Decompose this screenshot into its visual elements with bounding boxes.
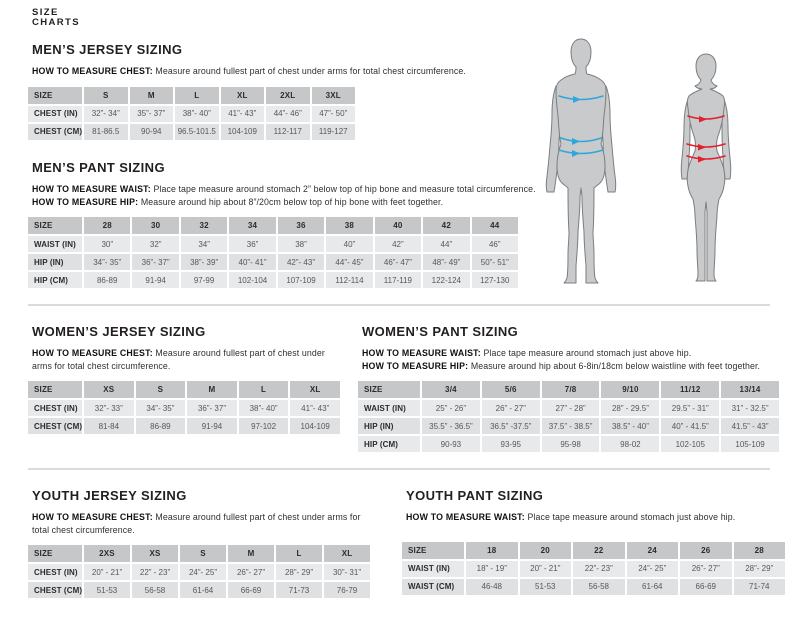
male-figure	[540, 36, 622, 284]
womens-pant-heading: WOMEN’S PANT SIZING	[362, 324, 519, 339]
page-title-line-1: SIZE	[32, 7, 59, 18]
table-cell: 91-94	[187, 418, 237, 434]
womens-jersey-heading: WOMEN’S JERSEY SIZING	[32, 324, 206, 339]
table-cell: 24”- 25”	[627, 561, 679, 577]
table-cell: 36”	[229, 236, 275, 252]
table-cell: 24”- 25”	[180, 564, 226, 580]
table-column-header: L	[239, 381, 289, 398]
table-corner-header: SIZE	[402, 542, 464, 559]
table-cell: 98-02	[601, 436, 659, 452]
table-corner-header: SIZE	[28, 87, 82, 104]
table-cell: 35”- 37”	[130, 106, 174, 122]
table-cell: 56-58	[573, 579, 625, 595]
table-cell: 28” - 29.5”	[601, 400, 659, 416]
how-to-label: HOW TO MEASURE CHEST:	[32, 512, 153, 522]
table-column-header: 3XL	[312, 87, 356, 104]
how-to-label: HOW TO MEASURE CHEST:	[32, 66, 153, 76]
table-cell: 119-127	[312, 124, 356, 140]
how-to-description: Measure around fullest part of chest under arms for total chest circumference.	[155, 66, 466, 76]
table-column-header: 26	[680, 542, 732, 559]
table-cell: 90-94	[130, 124, 174, 140]
table-column-header: M	[130, 87, 174, 104]
table-column-header: XL	[290, 381, 340, 398]
table-column-header: 32	[181, 217, 227, 234]
table-cell: 71-74	[734, 579, 786, 595]
table-cell: 102-104	[229, 272, 275, 288]
table-cell: 20” - 21”	[84, 564, 130, 580]
how-to-description: Measure around fullest part of chest under arms for total chest circumference.	[32, 348, 325, 371]
table-cell: 40” - 41.5”	[661, 418, 719, 434]
table-column-header: 44	[472, 217, 518, 234]
table-column-header: 13/14	[721, 381, 779, 398]
table-cell: 66-69	[680, 579, 732, 595]
section-mens-pant	[28, 160, 548, 288]
table-cell: 38”- 40”	[175, 106, 219, 122]
youth-jersey-how-to	[28, 511, 376, 536]
section-womens-pant	[358, 324, 782, 452]
table-cell: 34”- 35”	[136, 400, 186, 416]
table-cell: 42”	[375, 236, 421, 252]
table-row-label: CHEST (CM)	[28, 124, 82, 140]
womens-jersey-size-table	[28, 381, 340, 434]
table-cell: 56-58	[132, 582, 178, 598]
youth-jersey-size-table	[28, 545, 370, 598]
table-cell: 38”- 39”	[181, 254, 227, 270]
table-cell: 112-114	[326, 272, 372, 288]
table-column-header: L	[276, 545, 322, 562]
table-cell: 86-89	[136, 418, 186, 434]
youth-jersey-heading: YOUTH JERSEY SIZING	[32, 488, 187, 503]
youth-pant-how-to	[402, 511, 788, 524]
mens-pant-how-to	[28, 183, 548, 208]
table-row-label: CHEST (IN)	[28, 400, 82, 416]
table-column-header: 7/8	[542, 381, 600, 398]
table-row-label: HIP (CM)	[358, 436, 420, 452]
table-cell: 41.5” - 43”	[721, 418, 779, 434]
table-cell: 26”- 27”	[228, 564, 274, 580]
table-cell: 42”- 43”	[278, 254, 324, 270]
table-cell: 26” - 27”	[482, 400, 540, 416]
how-to-label: HOW TO MEASURE WAIST:	[406, 512, 525, 522]
table-cell: 22” - 23”	[132, 564, 178, 580]
table-column-header: S	[136, 381, 186, 398]
how-to-label: HOW TO MEASURE WAIST:	[32, 184, 151, 194]
table-row-label: WAIST (IN)	[358, 400, 420, 416]
mens-pant-heading: MEN’S PANT SIZING	[32, 160, 165, 175]
youth-pant-size-table	[402, 542, 785, 595]
table-column-header: XS	[84, 381, 134, 398]
table-cell: 34”- 35”	[84, 254, 130, 270]
table-column-header: 36	[278, 217, 324, 234]
table-corner-header: SIZE	[28, 545, 82, 562]
table-cell: 76-79	[324, 582, 370, 598]
table-cell: 44”- 45”	[326, 254, 372, 270]
how-to-description: Place tape measure around stomach 2” below top of hip bone and measure total circumference.	[153, 184, 536, 194]
how-to-description: Measure around fullest part of chest under arms for total chest circumference.	[32, 512, 361, 535]
table-row-label: WAIST (CM)	[402, 579, 464, 595]
table-row-label: HIP (CM)	[28, 272, 82, 288]
how-to-description: Place tape measure around stomach just above hip.	[527, 512, 736, 522]
table-column-header: 18	[466, 542, 518, 559]
table-cell: 104-109	[221, 124, 265, 140]
table-cell: 51-53	[520, 579, 572, 595]
table-column-header: 5/6	[482, 381, 540, 398]
table-column-header: 20	[520, 542, 572, 559]
female-silhouette	[681, 54, 731, 281]
table-cell: 66-69	[228, 582, 274, 598]
table-cell: 26”- 27”	[680, 561, 732, 577]
table-row-label: CHEST (CM)	[28, 582, 82, 598]
table-cell: 37.5” - 38.5”	[542, 418, 600, 434]
female-body-silhouette	[687, 54, 725, 281]
table-cell: 48”- 49”	[423, 254, 469, 270]
how-to-label: HOW TO MEASURE HIP:	[32, 196, 139, 207]
section-divider	[28, 304, 770, 306]
table-cell: 96.5-101.5	[175, 124, 219, 140]
table-cell: 38”- 40”	[239, 400, 289, 416]
table-cell: 36.5” -37.5”	[482, 418, 540, 434]
table-column-header: 2XL	[266, 87, 310, 104]
female-figure	[674, 52, 738, 282]
table-cell: 46”- 47”	[375, 254, 421, 270]
table-cell: 44”	[423, 236, 469, 252]
table-cell: 28”- 29”	[734, 561, 786, 577]
table-column-header: 2XS	[84, 545, 130, 562]
how-to-description: Measure around hip about 8”/20cm below top of hip bone with feet together.	[140, 196, 444, 207]
table-cell: 32”- 34”	[84, 106, 128, 122]
table-cell: 61-64	[180, 582, 226, 598]
table-column-header: 28	[84, 217, 130, 234]
mens-jersey-heading: MEN’S JERSEY SIZING	[32, 42, 183, 57]
table-cell: 31” - 32.5”	[721, 400, 779, 416]
table-cell: 41”- 43”	[290, 400, 340, 416]
youth-pant-heading: YOUTH PANT SIZING	[406, 488, 544, 503]
table-cell: 117-119	[375, 272, 421, 288]
table-cell: 112-117	[266, 124, 310, 140]
womens-pant-how-to	[358, 347, 782, 372]
table-cell: 38.5” - 40”	[601, 418, 659, 434]
table-cell: 27” - 28”	[542, 400, 600, 416]
table-cell: 34”	[181, 236, 227, 252]
table-cell: 22”- 23”	[573, 561, 625, 577]
table-cell: 32”	[132, 236, 178, 252]
table-cell: 41”- 43”	[221, 106, 265, 122]
page-title-line-2: CHARTS	[32, 17, 80, 28]
table-cell: 61-64	[627, 579, 679, 595]
table-corner-header: SIZE	[28, 381, 82, 398]
table-cell: 35.5” - 36.5”	[422, 418, 480, 434]
how-to-description: Measure around hip about 6-8in/18cm below waistline with feet together.	[470, 360, 761, 371]
table-cell: 97-99	[181, 272, 227, 288]
table-column-header: S	[84, 87, 128, 104]
table-row-label: WAIST (IN)	[28, 236, 82, 252]
section-womens-jersey	[28, 324, 344, 434]
table-column-header: S	[180, 545, 226, 562]
table-cell: 18” - 19”	[466, 561, 518, 577]
table-cell: 97-102	[239, 418, 289, 434]
table-cell: 38”	[278, 236, 324, 252]
table-cell: 104-109	[290, 418, 340, 434]
table-cell: 28”- 29”	[276, 564, 322, 580]
table-row-label: WAIST (IN)	[402, 561, 464, 577]
table-column-header: 24	[627, 542, 679, 559]
table-cell: 30”	[84, 236, 130, 252]
male-body-silhouette	[556, 39, 606, 283]
table-column-header: XL	[221, 87, 265, 104]
how-to-description: Place tape measure around stomach just above hip.	[483, 348, 692, 358]
table-row-label: HIP (IN)	[28, 254, 82, 270]
table-column-header: 9/10	[601, 381, 659, 398]
table-column-header: 38	[326, 217, 372, 234]
table-column-header: 28	[734, 542, 786, 559]
table-row-label: CHEST (IN)	[28, 564, 82, 580]
table-corner-header: SIZE	[358, 381, 420, 398]
table-cell: 36”- 37”	[187, 400, 237, 416]
table-cell: 30”- 31”	[324, 564, 370, 580]
table-cell: 93-95	[482, 436, 540, 452]
table-corner-header: SIZE	[28, 217, 82, 234]
table-column-header: XL	[324, 545, 370, 562]
womens-pant-size-table	[358, 381, 779, 452]
section-divider	[28, 468, 770, 470]
table-cell: 81-84	[84, 418, 134, 434]
mens-pant-size-table	[28, 217, 518, 288]
table-column-header: 22	[573, 542, 625, 559]
table-cell: 46-48	[466, 579, 518, 595]
table-cell: 122-124	[423, 272, 469, 288]
section-mens-jersey	[28, 42, 548, 140]
table-cell: 47”- 50”	[312, 106, 356, 122]
table-cell: 127-130	[472, 272, 518, 288]
table-cell: 44”- 46”	[266, 106, 310, 122]
table-cell: 51-53	[84, 582, 130, 598]
table-column-header: M	[228, 545, 274, 562]
table-cell: 46”	[472, 236, 518, 252]
womens-jersey-how-to	[28, 347, 340, 372]
section-youth-pant	[402, 488, 788, 595]
table-column-header: M	[187, 381, 237, 398]
table-cell: 29.5” - 31”	[661, 400, 719, 416]
table-cell: 95-98	[542, 436, 600, 452]
table-column-header: 34	[229, 217, 275, 234]
table-row-label: CHEST (IN)	[28, 106, 82, 122]
table-cell: 71-73	[276, 582, 322, 598]
table-row-label: HIP (IN)	[358, 418, 420, 434]
table-column-header: XS	[132, 545, 178, 562]
mens-jersey-size-table	[28, 87, 355, 140]
table-cell: 90-93	[422, 436, 480, 452]
table-column-header: 11/12	[661, 381, 719, 398]
table-cell: 40”- 41”	[229, 254, 275, 270]
how-to-label: HOW TO MEASURE WAIST:	[362, 348, 481, 358]
table-cell: 86-89	[84, 272, 130, 288]
table-column-header: 3/4	[422, 381, 480, 398]
table-column-header: L	[175, 87, 219, 104]
table-cell: 105-109	[721, 436, 779, 452]
table-cell: 102-105	[661, 436, 719, 452]
how-to-label: HOW TO MEASURE HIP:	[362, 360, 469, 371]
table-cell: 25” - 26”	[422, 400, 480, 416]
table-cell: 91-94	[132, 272, 178, 288]
table-cell: 20” - 21”	[520, 561, 572, 577]
table-cell: 81-86.5	[84, 124, 128, 140]
table-cell: 40”	[326, 236, 372, 252]
table-cell: 107-109	[278, 272, 324, 288]
table-cell: 50”- 51”	[472, 254, 518, 270]
page-title	[32, 8, 80, 28]
how-to-label: HOW TO MEASURE CHEST:	[32, 348, 153, 358]
male-silhouette	[546, 39, 616, 283]
section-youth-jersey	[28, 488, 378, 598]
mens-jersey-how-to	[28, 65, 548, 78]
table-column-header: 40	[375, 217, 421, 234]
table-cell: 36”- 37”	[132, 254, 178, 270]
table-column-header: 30	[132, 217, 178, 234]
table-cell: 32”- 33”	[84, 400, 134, 416]
table-column-header: 42	[423, 217, 469, 234]
table-row-label: CHEST (CM)	[28, 418, 82, 434]
